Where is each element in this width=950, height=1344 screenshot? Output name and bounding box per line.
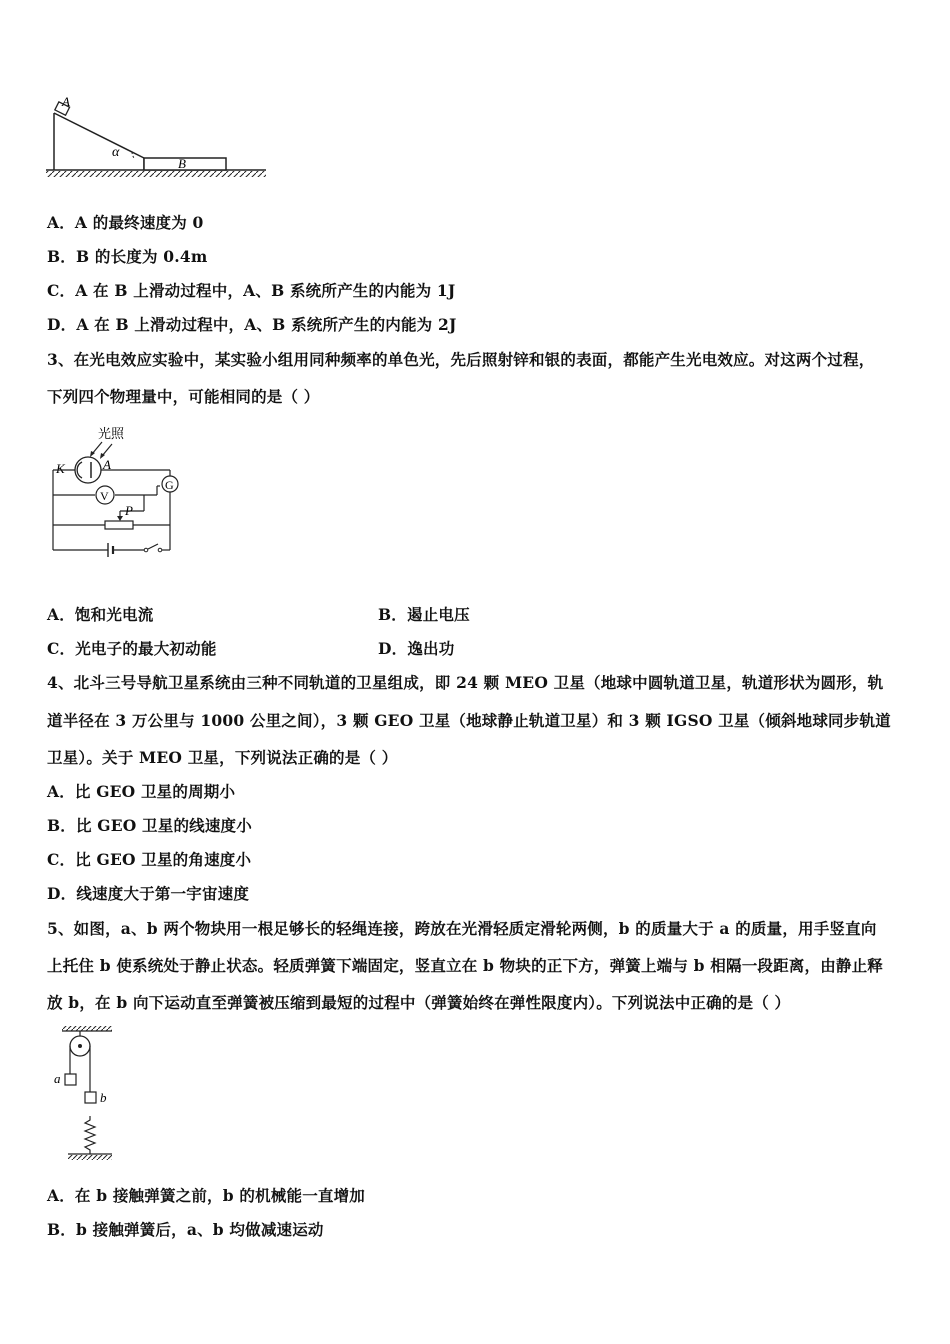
q4-option-d: D．线速度大于第一宇宙速度 (47, 884, 250, 903)
incline-figure (40, 95, 275, 185)
spring (85, 1116, 95, 1154)
label-p: P (125, 503, 133, 518)
q3-option-c: C．光电子的最大初动能 (47, 639, 217, 658)
label-anode: A (103, 457, 111, 472)
q4-option-b: B．比 GEO 卫星的线速度小 (47, 816, 252, 835)
q3-stem-line-2: 下列四个物理量中，可能相同的是（ ） (47, 387, 320, 406)
q5-stem-line-3: 放 b，在 b 向下运动直至弹簧被压缩到最短的过程中（弹簧始终在弹性限度内）。下列说法中正确的是（ ） (47, 993, 791, 1012)
q2-option-c: C．A 在 B 上滑动过程中，A、B 系统所产生的内能为 1J (47, 281, 456, 300)
q5-stem-line-1: 5、如图，a、b 两个物块用一根足够长的轻绳连接，跨放在光滑轻质定滑轮两侧，b 的质量大于 a 的质量，用手竖直向 (47, 919, 877, 938)
q5-stem-line-2: 上托住 b 使系统处于静止状态。轻质弹簧下端固定，竖直立在 b 物块的正下方，弹簧上端与 b 相隔一段距离，由静止释 (47, 956, 883, 975)
q5-option-b: B．b 接触弹簧后，a、b 均做减速运动 (47, 1220, 324, 1239)
block-a (65, 1074, 76, 1085)
label-a: a (54, 1071, 61, 1086)
q4-option-a: A．比 GEO 卫星的周期小 (47, 782, 236, 801)
switch (148, 544, 158, 549)
q3-option-b: B．遏止电压 (378, 605, 470, 624)
rheostat (105, 521, 133, 529)
light-label: 光照 (98, 426, 125, 441)
q5-option-a: A．在 b 接触弹簧之前，b 的机械能一直增加 (47, 1186, 365, 1205)
phototube (75, 457, 101, 483)
q3-option-d: D．逸出功 (378, 639, 455, 658)
label-b: B (178, 156, 186, 171)
q3-stem-line-1: 3、在光电效应实验中，某实验小组用同种频率的单色光，先后照射锌和银的表面，都能产生光电效应。对这两个过程， (47, 350, 875, 369)
q4-stem-line-3: 卫星）。关于 MEO 卫星，下列说法正确的是（ ） (47, 748, 398, 767)
q4-option-c: C．比 GEO 卫星的角速度小 (47, 850, 252, 869)
label-a: A (62, 95, 70, 109)
q2-option-a: A．A 的最终速度为 0 (47, 213, 204, 232)
block-b (85, 1092, 96, 1103)
label-v: V (100, 489, 109, 503)
photoelectric-circuit-figure (40, 422, 200, 562)
pulley-spring-figure (48, 1024, 128, 1164)
q2-option-d: D．A 在 B 上滑动过程中，A、B 系统所产生的内能为 2J (47, 315, 457, 334)
q4-stem-line-1: 4、北斗三号导航卫星系统由三种不同轨道的卫星组成，即 24 颗 MEO 卫星（地球中圆轨道卫星，轨道形状为圆形，轨 (47, 673, 884, 692)
label-k: K (56, 461, 65, 476)
label-alpha: α (112, 145, 120, 160)
q2-option-b: B．B 的长度为 0.4m (47, 247, 208, 266)
label-g: G (165, 478, 174, 492)
label-b: b (100, 1090, 107, 1105)
q4-stem-line-2: 道半径在 3 万公里与 1000 公里之间），3 颗 GEO 卫星（地球静止轨道卫星）和 3 颗 IGSO 卫星（倾斜地球同步轨道 (47, 711, 891, 730)
q3-option-a: A．饱和光电流 (47, 605, 154, 624)
